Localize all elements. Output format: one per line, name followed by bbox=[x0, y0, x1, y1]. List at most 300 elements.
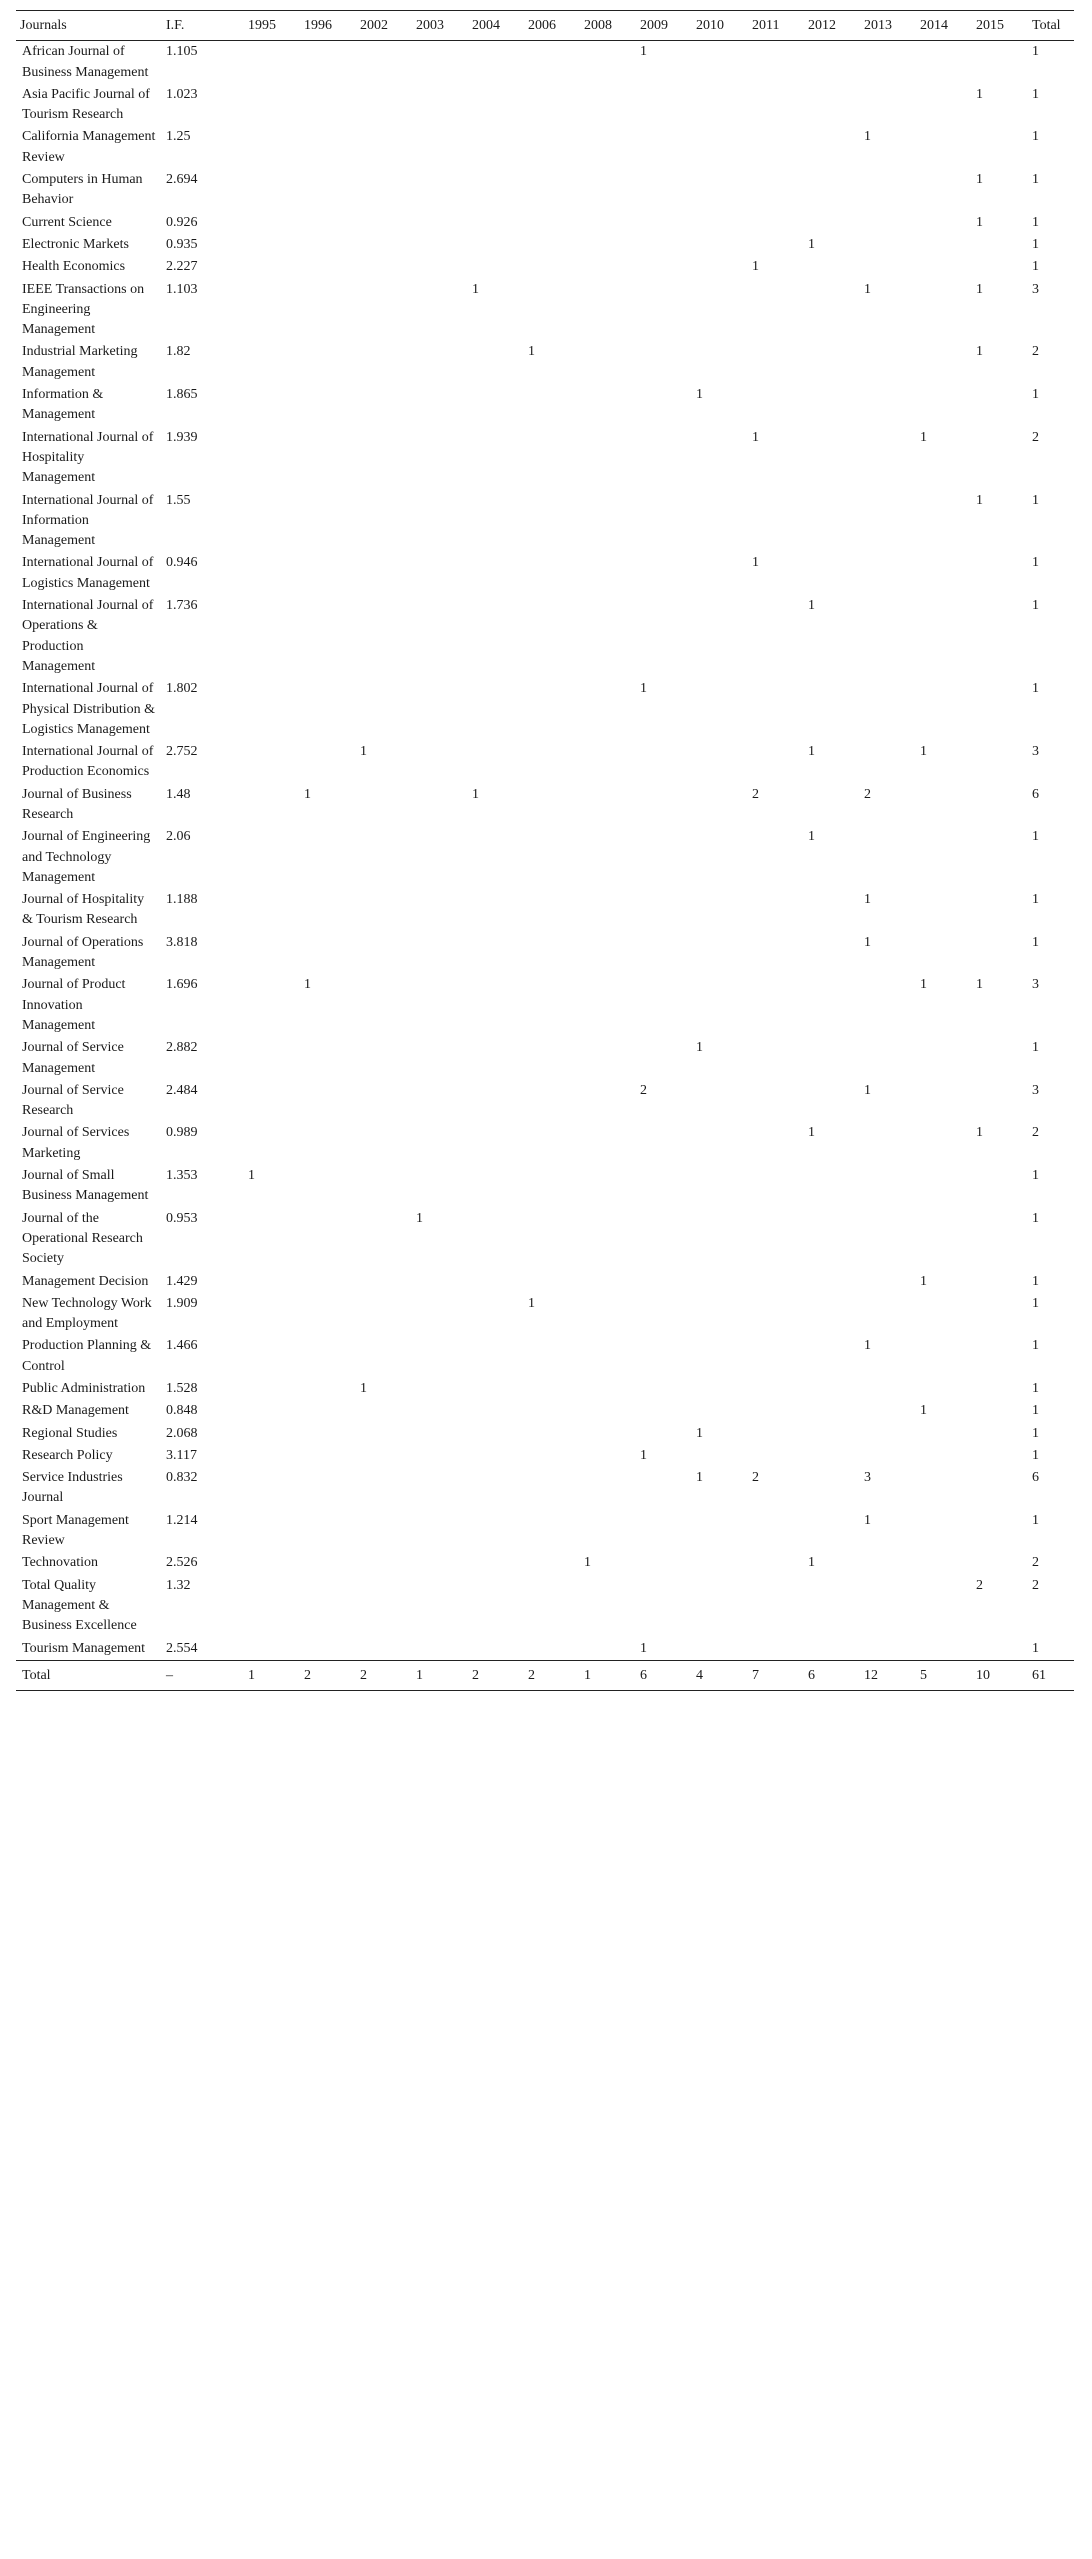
year-count-cell bbox=[244, 1467, 300, 1510]
journal-name-cell: Journal of the Operational Research Society bbox=[22, 1210, 143, 1267]
impact-factor-cell: 1.55 bbox=[166, 492, 191, 508]
year-count-cell bbox=[524, 1335, 580, 1378]
journal-name-cell: Journal of Product Innovation Management bbox=[22, 977, 126, 1033]
year-count-cell bbox=[636, 1271, 692, 1293]
total-value-cell: 7 bbox=[748, 1660, 804, 1690]
year-count-cell bbox=[580, 595, 636, 678]
year-count-cell bbox=[300, 1423, 356, 1445]
year-count-cell: 1 bbox=[976, 172, 983, 188]
year-count-cell bbox=[804, 889, 860, 932]
year-count-cell bbox=[356, 41, 412, 84]
year-count-cell: 1 bbox=[864, 1338, 871, 1354]
year-count-cell bbox=[300, 490, 356, 553]
year-count-cell bbox=[916, 1423, 972, 1445]
journal-name-cell: Current Science bbox=[22, 214, 112, 230]
table-row bbox=[16, 1400, 1074, 1422]
row-total-cell: 6 bbox=[1032, 786, 1039, 802]
row-total-cell: 3 bbox=[1032, 1082, 1039, 1098]
year-count-cell bbox=[356, 1165, 412, 1208]
year-count-cell bbox=[356, 1575, 412, 1638]
impact-factor-cell: 0.989 bbox=[166, 1125, 198, 1141]
year-count-cell bbox=[524, 384, 580, 427]
table-row bbox=[16, 826, 1074, 889]
year-count-cell bbox=[636, 1378, 692, 1400]
year-count-cell bbox=[356, 595, 412, 678]
journal-name-cell: Journal of Service Management bbox=[22, 1040, 124, 1076]
year-count-cell bbox=[468, 1467, 524, 1510]
year-count-cell bbox=[692, 826, 748, 889]
year-count-cell bbox=[412, 84, 468, 127]
year-count-cell: 1 bbox=[304, 977, 311, 993]
impact-factor-cell: 2.554 bbox=[166, 1640, 198, 1656]
year-count-cell bbox=[244, 1122, 300, 1165]
table-row bbox=[16, 279, 1074, 342]
year-count-cell bbox=[300, 1552, 356, 1574]
year-count-cell bbox=[748, 279, 804, 342]
year-count-cell bbox=[972, 784, 1028, 827]
impact-factor-cell: 1.188 bbox=[166, 892, 198, 908]
year-count-cell bbox=[356, 1037, 412, 1080]
impact-factor-cell: 1.466 bbox=[166, 1338, 198, 1354]
year-count-cell bbox=[916, 279, 972, 342]
year-count-cell bbox=[468, 974, 524, 1037]
year-count-cell bbox=[468, 1037, 524, 1080]
year-count-cell bbox=[300, 256, 356, 278]
year-count-cell bbox=[244, 1423, 300, 1445]
header-year: 2002 bbox=[356, 11, 412, 41]
year-count-cell bbox=[860, 1378, 916, 1400]
year-count-cell bbox=[692, 1208, 748, 1271]
table-row bbox=[16, 1378, 1074, 1400]
total-value-cell: 1 bbox=[412, 1660, 468, 1690]
year-count-cell bbox=[692, 1271, 748, 1293]
year-count-cell bbox=[916, 1575, 972, 1638]
year-count-cell bbox=[636, 341, 692, 384]
year-count-cell bbox=[804, 1335, 860, 1378]
year-count-cell bbox=[468, 212, 524, 234]
year-count-cell bbox=[244, 552, 300, 595]
impact-factor-cell: 0.926 bbox=[166, 214, 198, 230]
year-count-cell bbox=[524, 1552, 580, 1574]
row-total-cell: 1 bbox=[1032, 1425, 1039, 1441]
year-count-cell bbox=[972, 256, 1028, 278]
year-count-cell bbox=[692, 1638, 748, 1661]
year-count-cell bbox=[412, 1400, 468, 1422]
year-count-cell bbox=[356, 1552, 412, 1574]
year-count-cell bbox=[916, 826, 972, 889]
year-count-cell bbox=[692, 595, 748, 678]
year-count-cell bbox=[412, 1080, 468, 1123]
total-value-cell: 6 bbox=[636, 1660, 692, 1690]
journal-name-cell: Electronic Markets bbox=[22, 236, 129, 252]
year-count-cell bbox=[916, 784, 972, 827]
year-count-cell bbox=[356, 256, 412, 278]
year-count-cell bbox=[636, 1165, 692, 1208]
total-value-cell: 4 bbox=[692, 1660, 748, 1690]
year-count-cell bbox=[916, 1080, 972, 1123]
row-total-cell: 1 bbox=[1032, 1338, 1039, 1354]
row-total-cell: 1 bbox=[1032, 259, 1039, 275]
year-count-cell: 1 bbox=[864, 129, 871, 145]
year-count-cell bbox=[468, 1400, 524, 1422]
year-count-cell bbox=[972, 1037, 1028, 1080]
year-count-cell bbox=[468, 1293, 524, 1336]
year-count-cell bbox=[636, 427, 692, 490]
year-count-cell bbox=[916, 678, 972, 741]
impact-factor-cell: 1.353 bbox=[166, 1168, 198, 1184]
journals-table bbox=[16, 10, 1074, 1691]
total-value-cell: 12 bbox=[860, 1660, 916, 1690]
journal-name-cell: Research Policy bbox=[22, 1447, 113, 1463]
year-count-cell bbox=[748, 1423, 804, 1445]
year-count-cell bbox=[244, 427, 300, 490]
impact-factor-cell: 1.696 bbox=[166, 977, 198, 993]
impact-factor-cell: 2.694 bbox=[166, 172, 198, 188]
year-count-cell bbox=[412, 932, 468, 975]
year-count-cell bbox=[636, 1335, 692, 1378]
year-count-cell bbox=[692, 490, 748, 553]
year-count-cell bbox=[356, 169, 412, 212]
table-row bbox=[16, 212, 1074, 234]
year-count-cell: 1 bbox=[752, 429, 759, 445]
year-count-cell bbox=[524, 1638, 580, 1661]
row-total-cell: 1 bbox=[1032, 129, 1039, 145]
year-count-cell bbox=[244, 212, 300, 234]
year-count-cell bbox=[860, 1400, 916, 1422]
table-row bbox=[16, 784, 1074, 827]
year-count-cell bbox=[356, 1208, 412, 1271]
year-count-cell: 1 bbox=[696, 1470, 703, 1486]
year-count-cell bbox=[748, 1445, 804, 1467]
year-count-cell bbox=[412, 1423, 468, 1445]
year-count-cell bbox=[244, 889, 300, 932]
year-count-cell bbox=[636, 1122, 692, 1165]
year-count-cell bbox=[244, 279, 300, 342]
year-count-cell bbox=[524, 126, 580, 169]
year-count-cell: 1 bbox=[976, 1125, 983, 1141]
year-count-cell bbox=[860, 1423, 916, 1445]
table-row bbox=[16, 1510, 1074, 1553]
year-count-cell: 1 bbox=[248, 1168, 255, 1184]
journal-name-cell: Tourism Management bbox=[22, 1640, 146, 1656]
year-count-cell bbox=[972, 1208, 1028, 1271]
year-count-cell bbox=[636, 595, 692, 678]
year-count-cell bbox=[412, 595, 468, 678]
row-total-cell: 1 bbox=[1032, 492, 1039, 508]
year-count-cell bbox=[244, 384, 300, 427]
year-count-cell bbox=[748, 41, 804, 84]
impact-factor-cell: 1.32 bbox=[166, 1577, 191, 1593]
year-count-cell bbox=[412, 552, 468, 595]
year-count-cell bbox=[412, 974, 468, 1037]
year-count-cell bbox=[804, 490, 860, 553]
year-count-cell bbox=[636, 1552, 692, 1574]
table-row bbox=[16, 384, 1074, 427]
year-count-cell bbox=[244, 1037, 300, 1080]
year-count-cell bbox=[804, 678, 860, 741]
year-count-cell bbox=[412, 212, 468, 234]
year-count-cell bbox=[580, 974, 636, 1037]
year-count-cell bbox=[692, 1165, 748, 1208]
year-count-cell bbox=[244, 490, 300, 553]
year-count-cell bbox=[692, 1293, 748, 1336]
year-count-cell bbox=[748, 1122, 804, 1165]
year-count-cell bbox=[300, 1510, 356, 1553]
year-count-cell bbox=[524, 1080, 580, 1123]
year-count-cell bbox=[244, 126, 300, 169]
year-count-cell bbox=[468, 427, 524, 490]
year-count-cell: 2 bbox=[864, 786, 871, 802]
table-row bbox=[16, 932, 1074, 975]
year-count-cell bbox=[804, 384, 860, 427]
year-count-cell bbox=[636, 490, 692, 553]
table-row bbox=[16, 1122, 1074, 1165]
year-count-cell bbox=[356, 490, 412, 553]
year-count-cell bbox=[916, 595, 972, 678]
table-row bbox=[16, 41, 1074, 84]
year-count-cell bbox=[412, 1445, 468, 1467]
table-row bbox=[16, 1080, 1074, 1123]
year-count-cell bbox=[692, 126, 748, 169]
document-page bbox=[16, 10, 1074, 1691]
year-count-cell bbox=[916, 1208, 972, 1271]
year-count-cell bbox=[748, 1293, 804, 1336]
year-count-cell bbox=[580, 1467, 636, 1510]
table-row bbox=[16, 490, 1074, 553]
row-total-cell: 2 bbox=[1032, 1125, 1039, 1141]
year-count-cell bbox=[412, 126, 468, 169]
total-value-cell: 1 bbox=[244, 1660, 300, 1690]
year-count-cell bbox=[412, 384, 468, 427]
year-count-cell bbox=[356, 1423, 412, 1445]
year-count-cell bbox=[524, 1122, 580, 1165]
year-count-cell bbox=[356, 552, 412, 595]
year-count-cell bbox=[636, 826, 692, 889]
year-count-cell: 1 bbox=[920, 429, 927, 445]
year-count-cell bbox=[356, 974, 412, 1037]
year-count-cell: 1 bbox=[976, 977, 983, 993]
year-count-cell bbox=[804, 1080, 860, 1123]
year-count-cell: 1 bbox=[416, 1210, 423, 1226]
year-count-cell bbox=[468, 678, 524, 741]
year-count-cell bbox=[748, 741, 804, 784]
year-count-cell bbox=[972, 1445, 1028, 1467]
year-count-cell bbox=[692, 279, 748, 342]
year-count-cell bbox=[580, 1378, 636, 1400]
year-count-cell bbox=[972, 595, 1028, 678]
row-total-cell: 2 bbox=[1032, 344, 1039, 360]
header-year: 2006 bbox=[524, 11, 580, 41]
year-count-cell bbox=[300, 384, 356, 427]
year-count-cell bbox=[468, 1638, 524, 1661]
year-count-cell bbox=[300, 1378, 356, 1400]
year-count-cell bbox=[916, 41, 972, 84]
year-count-cell bbox=[356, 384, 412, 427]
year-count-cell bbox=[804, 1165, 860, 1208]
year-count-cell bbox=[524, 1378, 580, 1400]
year-count-cell bbox=[244, 1293, 300, 1336]
year-count-cell bbox=[244, 41, 300, 84]
row-total-cell: 2 bbox=[1032, 429, 1039, 445]
year-count-cell bbox=[804, 212, 860, 234]
header-year: 2004 bbox=[468, 11, 524, 41]
year-count-cell bbox=[524, 1445, 580, 1467]
year-count-cell bbox=[972, 1293, 1028, 1336]
journal-name-cell: IEEE Transactions on Engineering Management bbox=[22, 281, 145, 338]
impact-factor-cell: 1.429 bbox=[166, 1273, 198, 1289]
year-count-cell bbox=[636, 1037, 692, 1080]
header-year: 2013 bbox=[860, 11, 916, 41]
year-count-cell bbox=[636, 1423, 692, 1445]
impact-factor-cell: 3.818 bbox=[166, 934, 198, 950]
year-count-cell bbox=[300, 1271, 356, 1293]
row-total-cell: 6 bbox=[1032, 1470, 1039, 1486]
year-count-cell bbox=[300, 678, 356, 741]
year-count-cell bbox=[748, 1638, 804, 1661]
year-count-cell bbox=[356, 1467, 412, 1510]
journal-name-cell: International Journal of Hospitality Management bbox=[22, 429, 154, 486]
year-count-cell: 1 bbox=[864, 281, 871, 297]
year-count-cell bbox=[580, 169, 636, 212]
year-count-cell bbox=[524, 279, 580, 342]
year-count-cell bbox=[412, 1638, 468, 1661]
year-count-cell bbox=[860, 552, 916, 595]
year-count-cell: 1 bbox=[864, 934, 871, 950]
year-count-cell bbox=[636, 1208, 692, 1271]
year-count-cell bbox=[300, 126, 356, 169]
total-value-cell: – bbox=[162, 1660, 244, 1690]
year-count-cell bbox=[300, 1400, 356, 1422]
year-count-cell bbox=[468, 1335, 524, 1378]
year-count-cell bbox=[692, 678, 748, 741]
year-count-cell bbox=[412, 1037, 468, 1080]
year-count-cell bbox=[748, 234, 804, 256]
year-count-cell bbox=[580, 234, 636, 256]
year-count-cell bbox=[860, 741, 916, 784]
table-row bbox=[16, 1335, 1074, 1378]
year-count-cell bbox=[860, 1165, 916, 1208]
year-count-cell bbox=[804, 1208, 860, 1271]
year-count-cell bbox=[524, 427, 580, 490]
row-total-cell: 1 bbox=[1032, 829, 1039, 845]
year-count-cell: 1 bbox=[920, 744, 927, 760]
year-count-cell bbox=[468, 1378, 524, 1400]
impact-factor-cell: 1.865 bbox=[166, 387, 198, 403]
year-count-cell bbox=[916, 1335, 972, 1378]
year-count-cell bbox=[524, 84, 580, 127]
year-count-cell bbox=[468, 1423, 524, 1445]
row-total-cell: 1 bbox=[1032, 934, 1039, 950]
impact-factor-cell: 1.802 bbox=[166, 681, 198, 697]
year-count-cell bbox=[860, 256, 916, 278]
year-count-cell: 1 bbox=[584, 1555, 591, 1571]
year-count-cell bbox=[580, 784, 636, 827]
journal-name-cell: Sport Management Review bbox=[22, 1512, 129, 1549]
year-count-cell: 1 bbox=[976, 86, 983, 102]
year-count-cell bbox=[860, 234, 916, 256]
table-row bbox=[16, 889, 1074, 932]
journal-name-cell: Total Quality Management & Business Excellence bbox=[22, 1577, 137, 1634]
table-row bbox=[16, 256, 1074, 278]
year-count-cell bbox=[972, 826, 1028, 889]
year-count-cell: 1 bbox=[808, 1125, 815, 1141]
year-count-cell bbox=[860, 427, 916, 490]
year-count-cell bbox=[636, 552, 692, 595]
year-count-cell bbox=[468, 1208, 524, 1271]
table-row bbox=[16, 1423, 1074, 1445]
year-count-cell bbox=[916, 1638, 972, 1661]
year-count-cell: 1 bbox=[976, 214, 983, 230]
year-count-cell bbox=[300, 427, 356, 490]
year-count-cell bbox=[692, 552, 748, 595]
year-count-cell bbox=[916, 256, 972, 278]
year-count-cell bbox=[468, 826, 524, 889]
year-count-cell bbox=[860, 974, 916, 1037]
year-count-cell bbox=[580, 256, 636, 278]
year-count-cell bbox=[356, 1638, 412, 1661]
year-count-cell bbox=[244, 741, 300, 784]
year-count-cell bbox=[804, 169, 860, 212]
year-count-cell bbox=[300, 1208, 356, 1271]
row-total-cell: 1 bbox=[1032, 681, 1039, 697]
year-count-cell bbox=[692, 84, 748, 127]
row-total-cell: 1 bbox=[1032, 892, 1039, 908]
year-count-cell: 1 bbox=[472, 786, 479, 802]
year-count-cell: 1 bbox=[360, 1381, 367, 1396]
year-count-cell bbox=[412, 826, 468, 889]
year-count-cell bbox=[972, 234, 1028, 256]
year-count-cell: 1 bbox=[528, 344, 535, 360]
row-total-cell: 1 bbox=[1032, 1640, 1039, 1656]
year-count-cell bbox=[524, 41, 580, 84]
year-count-cell: 1 bbox=[696, 1040, 703, 1056]
year-count-cell bbox=[524, 1575, 580, 1638]
year-count-cell bbox=[748, 1575, 804, 1638]
journal-name-cell: R&D Management bbox=[22, 1403, 129, 1419]
year-count-cell: 1 bbox=[752, 259, 759, 275]
year-count-cell: 1 bbox=[528, 1295, 535, 1311]
year-count-cell bbox=[804, 1293, 860, 1336]
year-count-cell bbox=[580, 1208, 636, 1271]
impact-factor-cell: 1.25 bbox=[166, 129, 191, 145]
row-total-cell: 2 bbox=[1032, 1555, 1039, 1571]
year-count-cell bbox=[356, 341, 412, 384]
year-count-cell bbox=[580, 1271, 636, 1293]
year-count-cell bbox=[524, 1423, 580, 1445]
table-row bbox=[16, 84, 1074, 127]
journal-name-cell: Service Industries Journal bbox=[22, 1470, 123, 1506]
year-count-cell bbox=[972, 1638, 1028, 1661]
year-count-cell bbox=[244, 974, 300, 1037]
year-count-cell bbox=[244, 1378, 300, 1400]
total-value-cell: 2 bbox=[300, 1660, 356, 1690]
year-count-cell bbox=[804, 126, 860, 169]
year-count-cell bbox=[468, 1165, 524, 1208]
year-count-cell bbox=[412, 1575, 468, 1638]
row-total-cell: 1 bbox=[1032, 1040, 1039, 1056]
year-count-cell bbox=[860, 41, 916, 84]
year-count-cell bbox=[300, 169, 356, 212]
year-count-cell bbox=[860, 84, 916, 127]
year-count-cell bbox=[580, 41, 636, 84]
year-count-cell bbox=[524, 256, 580, 278]
year-count-cell: 1 bbox=[920, 1403, 927, 1419]
year-count-cell bbox=[524, 1467, 580, 1510]
year-count-cell bbox=[300, 1293, 356, 1336]
year-count-cell bbox=[524, 741, 580, 784]
year-count-cell bbox=[244, 1445, 300, 1467]
year-count-cell bbox=[748, 1208, 804, 1271]
